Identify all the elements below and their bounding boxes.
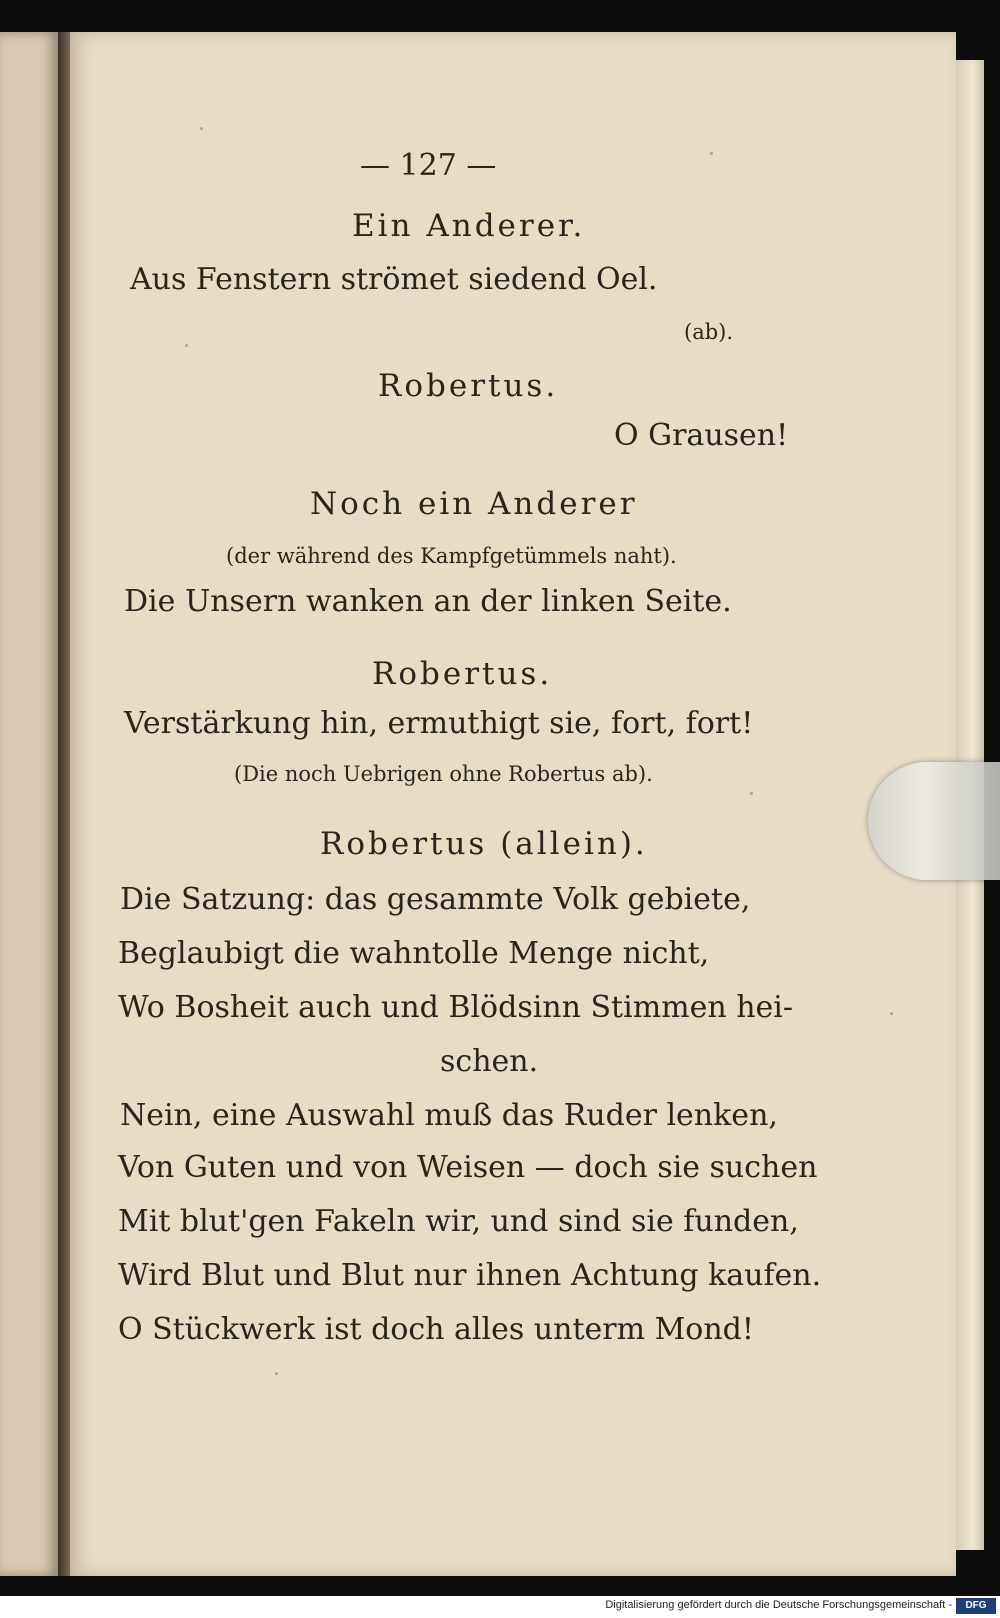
verse-line: Mit blut'gen Fakeln wir, und sind sie funden,	[118, 1204, 799, 1239]
stage-direction: (Die noch Uebrigen ohne Robertus ab).	[234, 762, 653, 786]
dfg-logo: DFG	[956, 1598, 996, 1614]
speaker-label: Robertus.	[372, 656, 553, 692]
speaker-label: Noch ein Anderer	[310, 486, 638, 522]
verse-line: Beglaubigt die wahntolle Menge nicht,	[118, 936, 710, 971]
verse-line: Die Unsern wanken an der linken Seite.	[124, 584, 732, 619]
stage-direction: (der während des Kampfgetümmels naht).	[226, 544, 677, 568]
verse-line: Von Guten und von Weisen — doch sie suchen	[118, 1150, 818, 1185]
verse-line: Die Satzung: das gesammte Volk gebiete,	[120, 882, 751, 917]
paper-speck	[275, 1372, 278, 1375]
verse-line: O Stückwerk ist doch alles unterm Mond!	[118, 1312, 754, 1347]
verse-line: Verstärkung hin, ermuthigt sie, fort, fort!	[124, 706, 754, 741]
book-gutter	[58, 32, 70, 1576]
stage-direction: (ab).	[684, 320, 734, 344]
paper-speck	[185, 344, 188, 347]
verse-line: Wird Blut und Blut nur ihnen Achtung kaufen.	[118, 1258, 822, 1293]
speaker-label: Robertus.	[378, 368, 559, 404]
verse-line: O Grausen!	[614, 418, 789, 453]
verse-line: Nein, eine Auswahl muß das Ruder lenken,	[120, 1098, 778, 1133]
paper-speck	[750, 792, 753, 795]
paper-speck	[710, 152, 713, 155]
speaker-label: Robertus (allein).	[320, 826, 648, 862]
funding-credit: Digitalisierung gefördert durch die Deutsche Forschungsgemeinschaft -	[605, 1599, 952, 1611]
page-clip	[868, 762, 1000, 880]
paper-speck	[890, 1012, 893, 1015]
speaker-label: Ein Anderer.	[352, 208, 586, 244]
verse-line: Aus Fenstern strömet siedend Oel.	[130, 262, 658, 297]
paper-speck	[200, 127, 203, 130]
left-page	[0, 32, 58, 1576]
page-number: — 127 —	[360, 148, 497, 183]
verse-line: schen.	[440, 1044, 539, 1079]
verse-line: Wo Bosheit auch und Blödsinn Stimmen hei-	[118, 990, 793, 1025]
